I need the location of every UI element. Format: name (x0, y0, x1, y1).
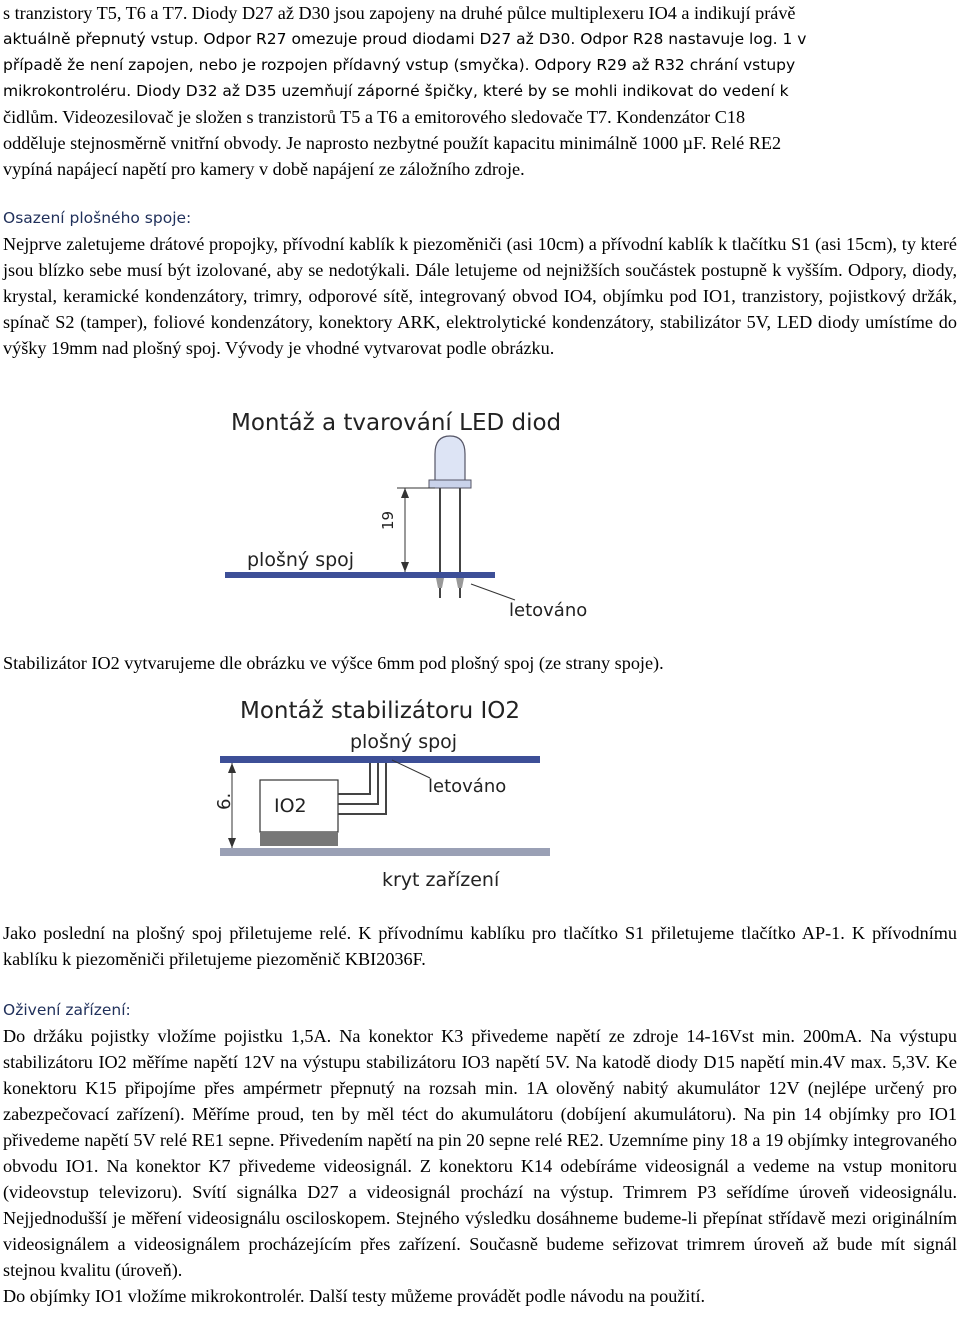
intro-line: aktuálně přepnutý vstup. Odpor R27 omezuje proud diodami D27 až D30. Odpor R28 nastavuje log. 1 v (3, 30, 807, 48)
component-label: IO2 (274, 795, 307, 817)
solder-shape (436, 578, 444, 588)
arrow-up-icon (401, 488, 409, 498)
cover-shape (220, 848, 550, 856)
dimension-label: 6. (214, 792, 235, 810)
relay-section (3, 920, 957, 972)
revival-last-line: Do objímky IO1 vložíme mikrokontrolér. Další testy můžeme provádět podle návodu na použití. (3, 1286, 706, 1306)
stabilizer-tab-shape (260, 832, 338, 846)
stabilizer-paragraph: Stabilizátor IO2 vytvarujeme dle obrázku ve výšce 6mm pod plošný spoj (ze strany spoje). (3, 653, 664, 673)
section-heading: Oživení zařízení: (3, 1001, 131, 1019)
intro-line: vypíná napájecí napětí pro kamery v době napájení ze záložního zdroje. (3, 159, 525, 179)
figure-title: Montáž stabilizátoru IO2 (240, 698, 520, 724)
stabilizer-diagram (210, 690, 570, 898)
assembly-section (3, 205, 957, 361)
led-diagram (225, 402, 605, 624)
dimension-label: 19 (379, 510, 397, 530)
solder-label: letováno (509, 600, 588, 621)
pcb-label: plošný spoj (350, 731, 458, 753)
intro-line: s tranzistory T5, T6 a T7. Diody D27 až D30 jsou zapojeny na druhé půlce multiplexeru IO4 a indikují právě (3, 3, 796, 23)
arrow-down-icon (401, 562, 409, 572)
solder-shape (456, 578, 464, 588)
relay-paragraph: Jako poslední na plošný spoj přiletujeme relé. K přívodnímu kablíku pro tlačítko S1 přiletujeme tlačítko AP-1. K přívodnímu kablíku k piezoměniči přiletujeme piezoměnič KBI2036F. (3, 923, 957, 969)
arrow-down-icon (228, 838, 236, 848)
arrow-up-icon (228, 763, 236, 773)
intro-line: případě že není zapojen, nebo je rozpojen přídavný vstup (smyčka). Odpory R29 až R32 chrání vstupy (3, 56, 796, 74)
pcb-shape (225, 572, 495, 578)
cover-label: kryt zařízení (382, 869, 500, 891)
led-dome-shape (435, 436, 465, 482)
intro-line: mikrokontroléru. Diody D32 až D35 uzemňují záporné špičky, které by se mohli indikovat do vedení k (3, 82, 789, 100)
revival-paragraph: Do držáku pojistky vložíme pojistku 1,5A. Na konektor K3 přivedeme napětí ze zdroje 14-16Vst min. 200mA. Na výstupu stabilizátoru IO2 měříme napětí 12V na výstupu stabilizátoru IO3 napětí 5V. Na katodě diody D15 napětí min.4V max. 5,3V. Ke konektoru K15 připojíme přes ampérmetr přepnutý na rozsah min. 1A olověný nabitý akumulátor 12V (nejlépe určený pro zabezpečovací zařízení). Měříme proud, ten by měl téct do akumulátoru (dobíjení akumulátoru). Na pin 14 objímky pro IO1 přivedeme napětí 5V relé RE1 sepne. Přivedením napětí na pin 20 sepne relé RE2. Uzemníme piny 18 a 19 objímky integrovaného obvodu IO1. Na konektor K7 přivedeme videosignál. Z konektoru K14 odebíráme videosignál a vedeme na vstup monitoru (videovstup televizoru). Svítí signálka D27 a videosignál prochází na výstup. Trimrem P3 seřídíme úroveň videosignálu. Nejjednodušší je měření videosignálu osciloskopem. Stejného výsledku dosáhneme budeme-li přepínat střídavě mezi originálním videosignálem a videosignálem procházejícím přes zařízení. Současně budeme seřizovat trimrem úroveň až bude mít signál stejnou kvalitu (úroveň). (3, 1026, 957, 1280)
intro-line: čidlům. Videozesilovač je složen s tranzistorů T5 a T6 a emitorového sledovače T7. Kondenzátor C18 (3, 107, 746, 127)
intro-line: odděluje stejnosměrně vnitřní obvody. Je naprosto nezbytné použít kapacitu minimálně 1000 µF. Relé RE2 (3, 133, 782, 153)
led-rim-shape (429, 480, 471, 488)
assembly-paragraph: Nejprve zaletujeme drátové propojky, přívodní kablík k piezoměniči (asi 10cm) a přívodní kablík k tlačítku S1 (asi 15cm), ty které jsou blízko sebe musí být izolované, aby se nedotýkali. Dále letujeme od nejnižších součástek postupně k vyšším. Odpory, diody, krystal, keramické kondenzátory, trimry, odporové sítě, integrovaný obvod IO4, objímku pod IO1, tranzistory, pojistkový držák, spínač S2 (tamper), foliové kondenzátory, konektory ARK, elektrolytické kondenzátory, stabilizátor 5V, LED diody umístíme do výšky 19mm nad plošný spoj. Vývody je vhodné vytvarovat podle obrázku. (3, 234, 957, 358)
revival-section (3, 997, 957, 1309)
solder-label: letováno (428, 776, 507, 797)
figure-title: Montáž a tvarování LED diod (231, 410, 562, 436)
stabilizer-mounting-figure (210, 690, 570, 898)
pcb-shape (220, 756, 540, 763)
stabilizer-leg-shape (338, 763, 370, 794)
stabilizer-leg-shape (338, 763, 378, 804)
leader-line (471, 584, 515, 600)
led-mounting-figure (225, 402, 605, 624)
intro-paragraph (3, 0, 957, 182)
stabilizer-section (3, 650, 957, 676)
pcb-label: plošný spoj (247, 549, 355, 571)
section-heading: Osazení plošného spoje: (3, 209, 192, 227)
